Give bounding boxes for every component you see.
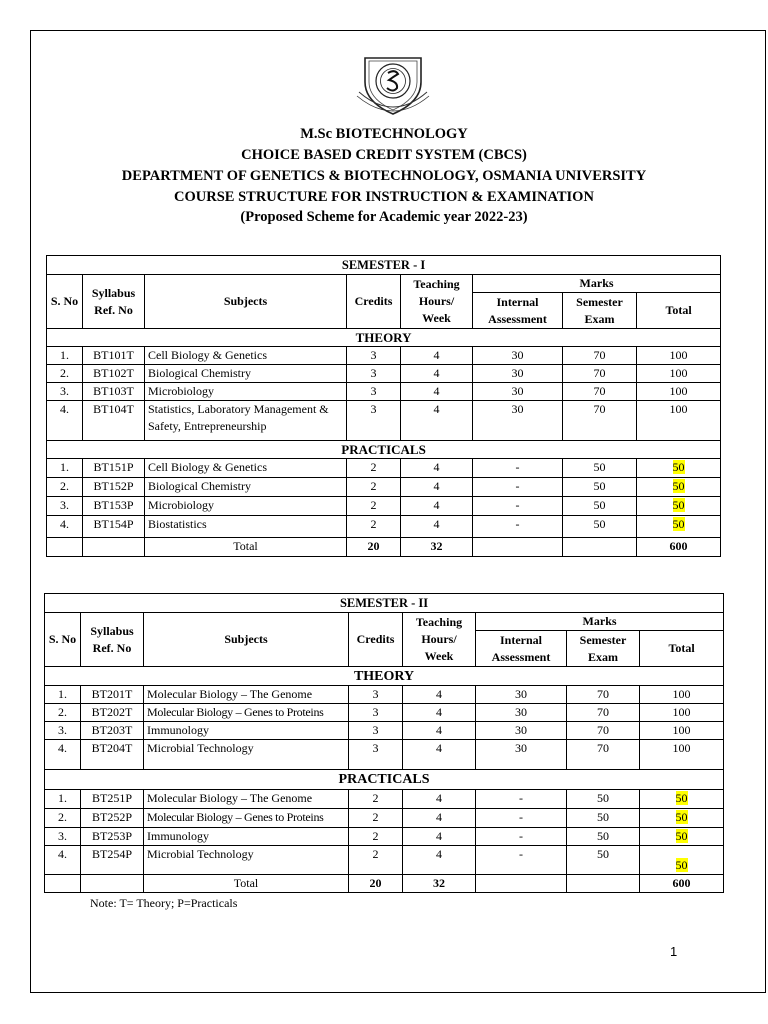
cell-credits: 2	[347, 497, 401, 516]
col-subjects: Subjects	[145, 275, 347, 329]
col-hours: Teaching Hours/ Week	[403, 613, 476, 667]
col-total: Total	[640, 631, 724, 667]
cell-internal: -	[473, 516, 563, 538]
col-marks: Marks	[473, 275, 721, 293]
semester-1-table	[46, 255, 721, 557]
cell-total-highlighted: 50	[672, 460, 685, 474]
col-ref: Syllabus Ref. No	[81, 613, 144, 667]
cell-internal: -	[473, 497, 563, 516]
totals-credits: 20	[347, 538, 401, 557]
col-semester-exam: Semester Exam	[563, 293, 637, 329]
cell-internal: 30	[476, 740, 567, 770]
cell-exam: 70	[563, 365, 637, 383]
cell-subject: Statistics, Laboratory Management & Safety, Entrepreneurship	[145, 401, 347, 441]
cell-subject: Biological Chemistry	[145, 365, 347, 383]
cell-sno: 1.	[45, 790, 81, 809]
col-subjects: Subjects	[144, 613, 349, 667]
cell-sno: 3.	[47, 497, 83, 516]
cell-sno: 1.	[45, 686, 81, 704]
cell-credits: 3	[347, 383, 401, 401]
cell-ref: BT251P	[81, 790, 144, 809]
table-row	[47, 365, 721, 383]
cell-internal: -	[476, 828, 567, 846]
cell-subject: Molecular Biology – The Genome	[144, 790, 349, 809]
cell-credits: 3	[349, 704, 403, 722]
cell-total: 100	[637, 365, 721, 383]
cell-subject: Microbiology	[145, 383, 347, 401]
cell-internal: 30	[476, 722, 567, 740]
table-row	[47, 383, 721, 401]
cell-credits: 3	[347, 347, 401, 365]
cell-exam: 50	[563, 478, 637, 497]
semester-title: SEMESTER - I	[47, 256, 721, 275]
section-theory: THEORY	[47, 329, 721, 347]
col-marks: Marks	[476, 613, 724, 631]
cell-exam: 50	[563, 516, 637, 538]
cell-ref: BT253P	[81, 828, 144, 846]
cell-subject: Biological Chemistry	[145, 478, 347, 497]
cell-ref: BT254P	[81, 846, 144, 875]
col-hours: Teaching Hours/ Week	[401, 275, 473, 329]
table-row	[45, 846, 724, 875]
cell-subject: Microbiology	[145, 497, 347, 516]
heading-program: M.Sc BIOTECHNOLOGY	[300, 126, 468, 142]
cell-ref: BT203T	[81, 722, 144, 740]
cell-ref: BT153P	[83, 497, 145, 516]
footnote: Note: T= Theory; P=Practicals	[90, 896, 238, 910]
cell-hours: 4	[403, 809, 476, 828]
col-internal: Internal Assessment	[473, 293, 563, 329]
col-ref: Syllabus Ref. No	[83, 275, 145, 329]
cell-subject: Cell Biology & Genetics	[145, 347, 347, 365]
cell-total: 100	[640, 722, 724, 740]
cell-total-highlighted: 50	[672, 498, 685, 512]
cell-exam: 70	[563, 383, 637, 401]
cell-hours: 4	[401, 347, 473, 365]
table-row	[47, 516, 721, 538]
cell-credits: 3	[349, 722, 403, 740]
cell-exam: 70	[567, 686, 640, 704]
totals-row	[47, 538, 721, 557]
cell-ref: BT101T	[83, 347, 145, 365]
cell-sno: 2.	[47, 365, 83, 383]
cell-exam: 70	[567, 722, 640, 740]
cell-exam: 70	[563, 347, 637, 365]
cell-total: 100	[640, 686, 724, 704]
col-total: Total	[637, 293, 721, 329]
cell-exam: 70	[567, 740, 640, 770]
cell-credits: 3	[349, 686, 403, 704]
totals-row	[45, 875, 724, 893]
cell-total: 100	[640, 704, 724, 722]
cell-sno: 2.	[45, 809, 81, 828]
cell-ref: BT152P	[83, 478, 145, 497]
cell-credits: 3	[347, 401, 401, 441]
cell-credits: 2	[347, 459, 401, 478]
cell-subject: Molecular Biology – The Genome	[144, 686, 349, 704]
cell-hours: 4	[401, 516, 473, 538]
cell-subject: Immunology	[144, 828, 349, 846]
cell-sno: 4.	[47, 401, 83, 441]
cell-credits: 2	[349, 809, 403, 828]
cell-sno: 3.	[47, 383, 83, 401]
table-row	[45, 828, 724, 846]
cell-total: 100	[640, 740, 724, 770]
table-row	[47, 478, 721, 497]
col-sno: S. No	[47, 275, 83, 329]
cell-subject: Microbial Technology	[144, 846, 349, 875]
cell-exam: 50	[563, 459, 637, 478]
cell-total: 100	[637, 401, 721, 441]
cell-internal: 30	[473, 401, 563, 441]
cell-total-highlighted: 50	[675, 810, 688, 824]
table-row	[45, 686, 724, 704]
semester-title: SEMESTER - II	[45, 594, 724, 613]
cell-internal: 30	[473, 383, 563, 401]
cell-credits: 2	[347, 478, 401, 497]
cell-hours: 4	[401, 383, 473, 401]
cell-internal: -	[476, 846, 567, 875]
cell-hours: 4	[403, 704, 476, 722]
table-row	[45, 704, 724, 722]
cell-credits: 2	[349, 828, 403, 846]
totals-label: Total	[145, 538, 347, 557]
cell-internal: 30	[476, 686, 567, 704]
heading-academic-year: (Proposed Scheme for Academic year 2022-23)	[240, 209, 528, 225]
cell-hours: 4	[401, 365, 473, 383]
cell-ref: BT103T	[83, 383, 145, 401]
cell-hours: 4	[403, 790, 476, 809]
table-row	[45, 790, 724, 809]
cell-credits: 3	[349, 740, 403, 770]
cell-sno: 3.	[45, 828, 81, 846]
totals-hours: 32	[401, 538, 473, 557]
semester-2-table	[44, 593, 724, 893]
col-sno: S. No	[45, 613, 81, 667]
table-row	[47, 401, 721, 441]
cell-sno: 4.	[47, 516, 83, 538]
cell-sno: 4.	[45, 846, 81, 875]
section-theory: THEORY	[45, 667, 724, 686]
totals-marks: 600	[640, 875, 724, 893]
col-credits: Credits	[347, 275, 401, 329]
table-row	[47, 497, 721, 516]
cell-subject: Biostatistics	[145, 516, 347, 538]
cell-subject: Microbial Technology	[144, 740, 349, 770]
cell-ref: BT102T	[83, 365, 145, 383]
cell-exam: 50	[567, 790, 640, 809]
cell-credits: 2	[349, 846, 403, 875]
cell-credits: 2	[349, 790, 403, 809]
cell-internal: 30	[473, 347, 563, 365]
cell-hours: 4	[401, 497, 473, 516]
cell-hours: 4	[401, 459, 473, 478]
table-row	[45, 809, 724, 828]
cell-exam: 70	[567, 704, 640, 722]
totals-label: Total	[144, 875, 349, 893]
heading-cbcs: CHOICE BASED CREDIT SYSTEM (CBCS)	[241, 147, 527, 163]
table-row	[47, 347, 721, 365]
cell-internal: -	[473, 459, 563, 478]
cell-internal: -	[476, 809, 567, 828]
cell-subject: Immunology	[144, 722, 349, 740]
cell-total: 100	[637, 383, 721, 401]
cell-hours: 4	[403, 740, 476, 770]
totals-marks: 600	[637, 538, 721, 557]
cell-hours: 4	[403, 722, 476, 740]
cell-sno: 1.	[47, 459, 83, 478]
cell-exam: 50	[563, 497, 637, 516]
cell-subject: Cell Biology & Genetics	[145, 459, 347, 478]
cell-total-highlighted: 50	[672, 517, 685, 531]
cell-hours: 4	[403, 828, 476, 846]
cell-sno: 2.	[47, 478, 83, 497]
cell-hours: 4	[401, 478, 473, 497]
section-practicals: PRACTICALS	[47, 441, 721, 459]
cell-ref: BT154P	[83, 516, 145, 538]
cell-credits: 3	[347, 365, 401, 383]
heading-department: DEPARTMENT OF GENETICS & BIOTECHNOLOGY, OSMANIA UNIVERSITY	[121, 168, 647, 184]
col-credits: Credits	[349, 613, 403, 667]
totals-hours: 32	[403, 875, 476, 893]
cell-ref: BT252P	[81, 809, 144, 828]
cell-total: 100	[637, 347, 721, 365]
table-row	[45, 740, 724, 770]
section-practicals: PRACTICALS	[45, 770, 724, 790]
cell-subject: Molecular Biology – Genes to Proteins	[144, 704, 349, 722]
cell-total-highlighted: 50	[675, 858, 688, 872]
cell-ref: BT104T	[83, 401, 145, 441]
cell-internal: -	[476, 790, 567, 809]
cell-hours: 4	[403, 686, 476, 704]
cell-ref: BT151P	[83, 459, 145, 478]
totals-credits: 20	[349, 875, 403, 893]
cell-hours: 4	[403, 846, 476, 875]
university-seal-logo	[355, 52, 431, 118]
cell-internal: 30	[473, 365, 563, 383]
table-row	[45, 722, 724, 740]
table-row	[47, 459, 721, 478]
cell-subject: Molecular Biology – Genes to Proteins	[144, 809, 349, 828]
cell-exam: 70	[563, 401, 637, 441]
col-semester-exam: Semester Exam	[567, 631, 640, 667]
col-internal: Internal Assessment	[476, 631, 567, 667]
cell-hours: 4	[401, 401, 473, 441]
cell-ref: BT201T	[81, 686, 144, 704]
cell-total-highlighted: 50	[675, 791, 688, 805]
cell-exam: 50	[567, 846, 640, 875]
page-number: 1	[670, 944, 678, 959]
cell-internal: -	[473, 478, 563, 497]
cell-total-highlighted: 50	[675, 829, 688, 843]
cell-sno: 3.	[45, 722, 81, 740]
cell-ref: BT204T	[81, 740, 144, 770]
cell-sno: 1.	[47, 347, 83, 365]
cell-exam: 50	[567, 809, 640, 828]
heading-course-structure: COURSE STRUCTURE FOR INSTRUCTION & EXAMINATION	[174, 189, 594, 205]
cell-sno: 4.	[45, 740, 81, 770]
cell-internal: 30	[476, 704, 567, 722]
cell-sno: 2.	[45, 704, 81, 722]
cell-credits: 2	[347, 516, 401, 538]
cell-exam: 50	[567, 828, 640, 846]
cell-ref: BT202T	[81, 704, 144, 722]
cell-total-highlighted: 50	[672, 479, 685, 493]
